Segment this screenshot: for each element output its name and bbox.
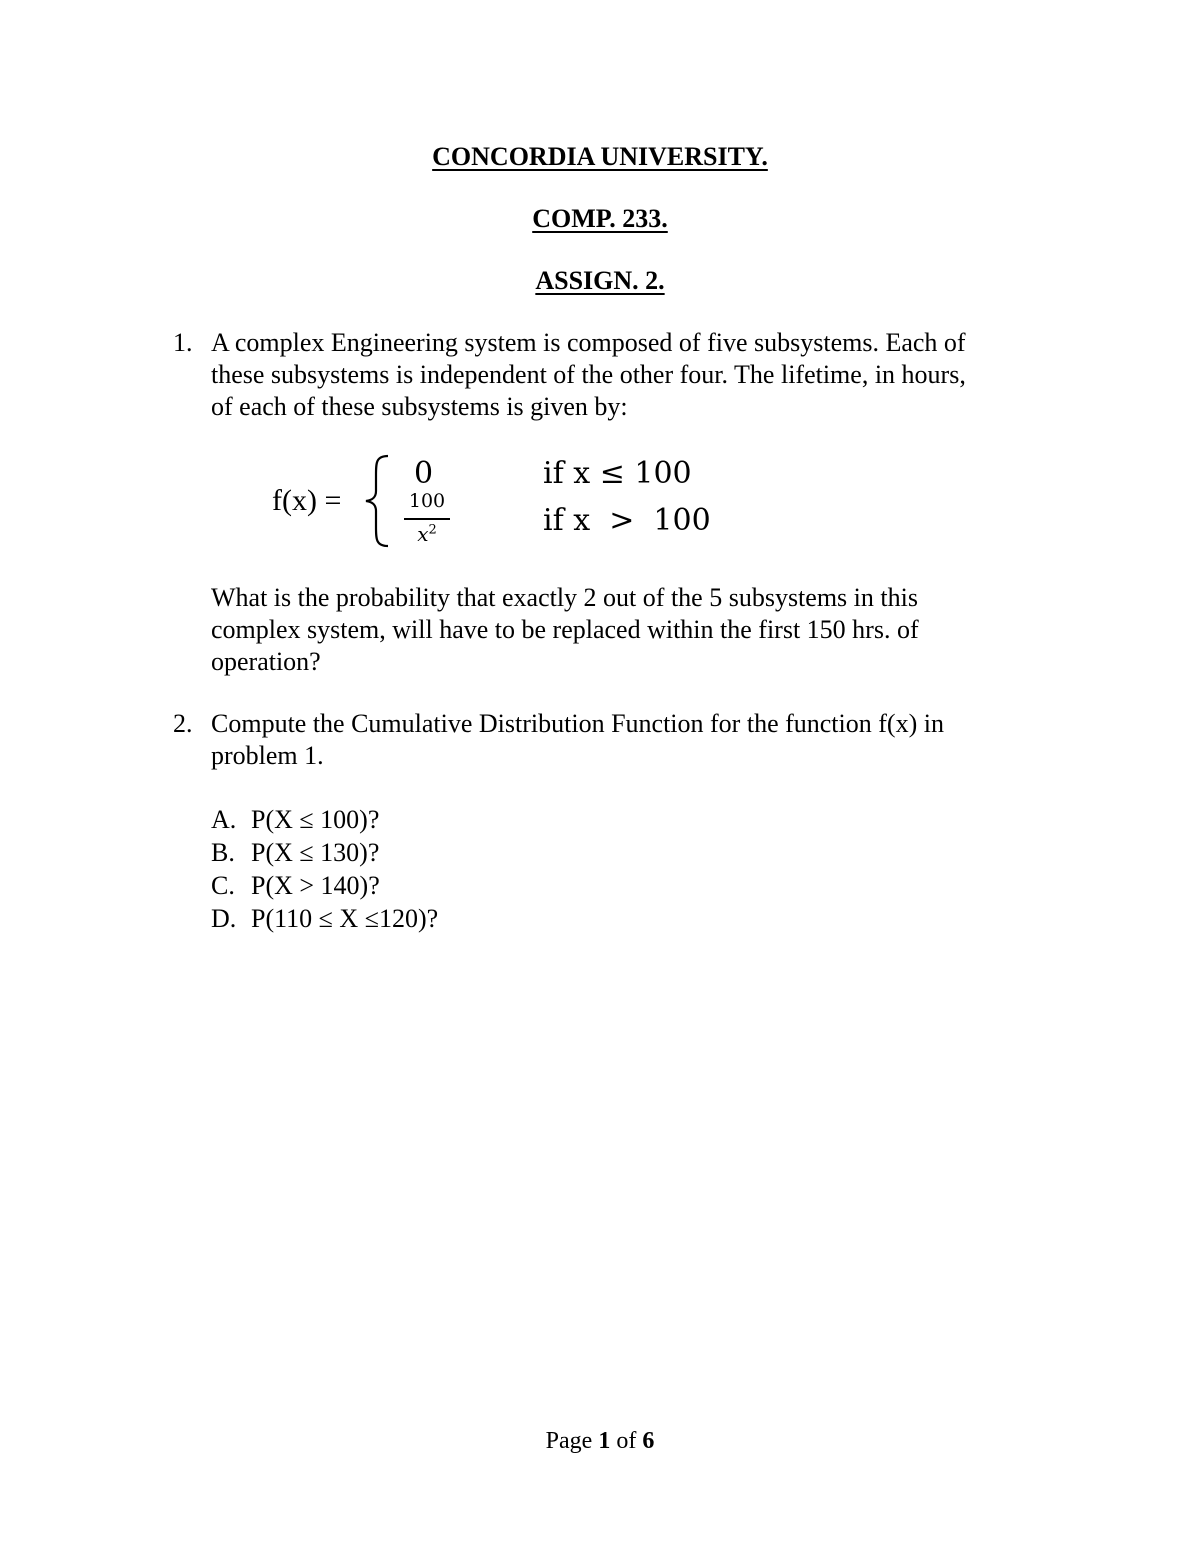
option-letter: B.	[211, 838, 235, 867]
question-1-followup-line: operation?	[211, 647, 321, 676]
formula-lhs: f(x) =	[272, 484, 342, 517]
case-1-condition: if x ≤ 100	[543, 456, 692, 491]
fraction-numerator: 100	[408, 490, 446, 512]
assignment-title: ASSIGN. 2.	[535, 266, 665, 295]
question-1-line: A complex Engineering system is composed of five subsystems. Each of	[211, 328, 966, 357]
fraction-bar	[404, 518, 450, 520]
page-footer	[0, 1428, 1200, 1455]
footer-page-word: Page	[545, 1428, 593, 1454]
question-1-followup-line: What is the probability that exactly 2 out of the 5 subsystems in this	[211, 583, 918, 612]
option-letter: C.	[211, 871, 235, 900]
case-1-value: 0	[414, 456, 434, 491]
question-1-line: of each of these subsystems is given by:	[211, 392, 628, 421]
option-text: P(X ≤ 100)?	[251, 805, 380, 834]
question-2-number: 2.	[173, 709, 193, 738]
denominator-exponent: 2	[428, 522, 437, 538]
option-letter: D.	[211, 904, 237, 933]
question-1-followup-line: complex system, will have to be replaced within the first 150 hrs. of	[211, 615, 919, 644]
case-2-condition: if x > 100	[543, 503, 711, 538]
footer-of-word: of	[616, 1428, 637, 1454]
option-text: P(X ≤ 130)?	[251, 838, 380, 867]
option-text: P(X > 140)?	[251, 871, 380, 900]
question-2-line: problem 1.	[211, 741, 324, 770]
question-1-number: 1.	[173, 328, 193, 357]
course-title: COMP. 233.	[532, 204, 668, 233]
university-title: CONCORDIA UNIVERSITY.	[432, 142, 768, 171]
footer-total-pages: 6	[642, 1428, 655, 1454]
option-text: P(110 ≤ X ≤120)?	[251, 904, 439, 933]
denominator-base: x	[417, 522, 429, 546]
footer-current-page: 1	[598, 1428, 611, 1454]
fraction-denominator	[404, 522, 450, 546]
left-brace-icon	[362, 453, 392, 549]
question-2-line: Compute the Cumulative Distribution Function for the function f(x) in	[211, 709, 944, 738]
question-1-line: these subsystems is independent of the other four. The lifetime, in hours,	[211, 360, 966, 389]
option-letter: A.	[211, 805, 237, 834]
